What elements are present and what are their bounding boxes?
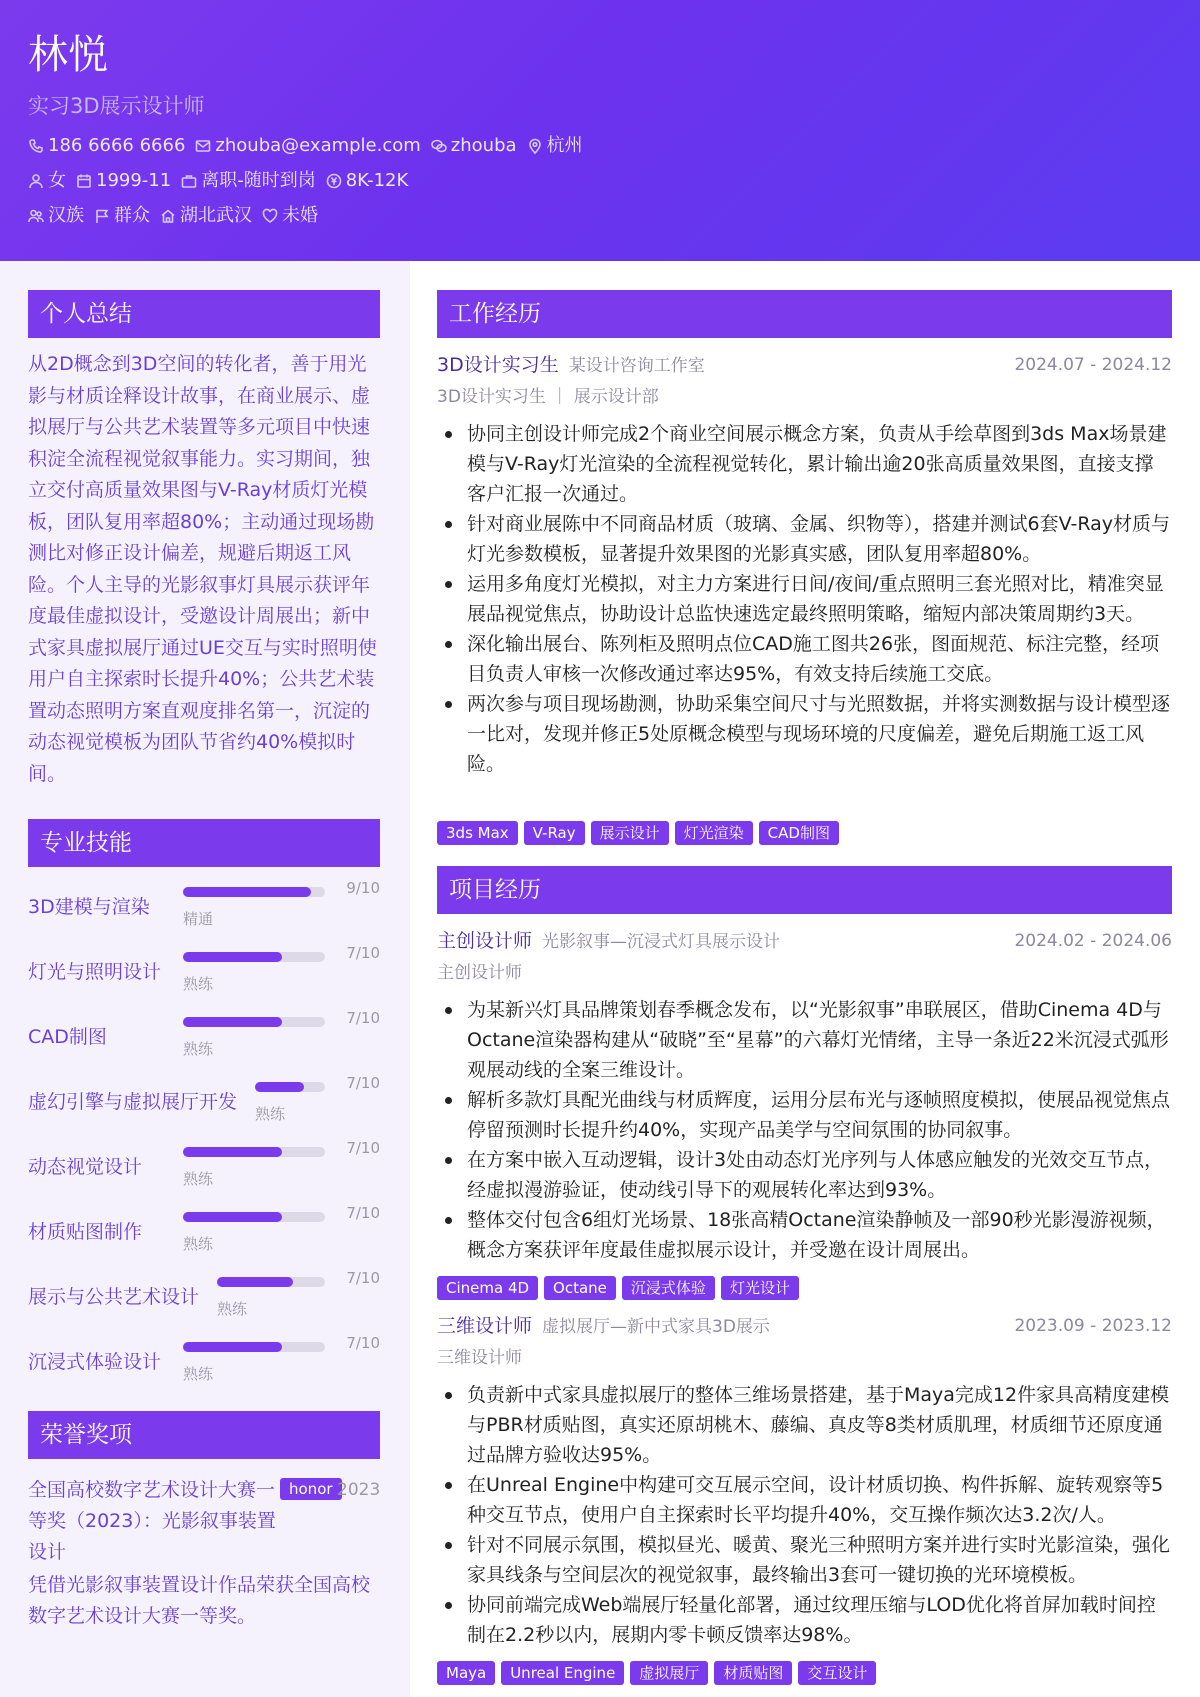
- skill-name: 沉浸式体验设计: [28, 1351, 162, 1373]
- skill-progress-fill: [217, 1277, 293, 1287]
- email-item: [195, 134, 420, 158]
- project-role-text: 主创设计师: [437, 930, 533, 952]
- location-icon: [527, 138, 543, 154]
- project-tags: [437, 1661, 876, 1685]
- project-entry-header: [437, 927, 1172, 955]
- personal-row: [28, 169, 408, 193]
- list-item: 负责新中式家具虚拟展厅的整体三维场景搭建，基于Maya完成12件家具高精度建模与PBR材质贴图，真实还原胡桃木、藤编、真皮等8类材质肌理，材质细节还原度通过品牌方验收达95%。: [437, 1380, 1172, 1470]
- resume-header: [0, 0, 1200, 261]
- work-entry-subtitle: 3D设计实习生 ｜ 展示设计部: [437, 387, 659, 407]
- skill-progress-bar: [183, 1342, 325, 1352]
- skill-score: 7/10: [346, 1269, 380, 1287]
- skill-score: 9/10: [346, 879, 380, 897]
- list-item: 针对不同展示氛围，模拟昼光、暖黄、聚光三种照明方案并进行实时光影渲染，强化家具线条与空间层次的视觉叙事，最终输出3套可一键切换的光环境模板。: [437, 1530, 1172, 1590]
- marital-item: [262, 204, 318, 228]
- skill-level: 精通: [183, 910, 214, 928]
- skill-progress-bar: [183, 952, 325, 962]
- gender-item: [28, 169, 66, 193]
- work-title: 工作经历: [437, 290, 1172, 338]
- skill-score: 7/10: [346, 1009, 380, 1027]
- status-text: 离职-随时到岗: [201, 170, 316, 191]
- project-name-text: 光影叙事—沉浸式灯具展示设计: [542, 932, 781, 952]
- skill-tag: Cinema 4D: [437, 1276, 538, 1300]
- skills-title: 专业技能: [28, 819, 380, 867]
- user-icon: [28, 173, 44, 189]
- list-item: 协同前端完成Web端展厅轻量化部署，通过纹理压缩与LOD优化将首屏加载时间控制在2.2秒以内，展期内零卡顿反馈率达98%。: [437, 1590, 1172, 1650]
- honor-name: 全国高校数字艺术设计大赛一等奖（2023）：光影叙事装置设计: [28, 1479, 276, 1563]
- skill-tag: 材质贴图: [714, 1661, 792, 1685]
- salary-text: 8K-12K: [345, 170, 409, 191]
- list-item: 深化输出展台、陈列柜及照明点位CAD施工图共26张，图面规范、标注完整，经项目负责人审核一次修改通过率达95%，有效支持后续施工交底。: [437, 629, 1172, 689]
- skill-score: 7/10: [346, 1139, 380, 1157]
- skill-progress-fill: [183, 1017, 282, 1027]
- home-icon: [160, 208, 176, 224]
- project-entry-date: 2024.02 - 2024.06: [1014, 931, 1172, 951]
- skill-name: 灯光与照明设计: [28, 961, 162, 983]
- project-entry-header: [437, 1312, 1172, 1340]
- skill-tag: 灯光渲染: [675, 821, 753, 845]
- skill-score: 7/10: [346, 1074, 380, 1092]
- skill-row: [28, 944, 380, 1008]
- hometown-text: 湖北武汉: [180, 205, 252, 226]
- list-item: 运用多角度灯光模拟，对主力方案进行日间/夜间/重点照明三套光照对比，精准突显展品视觉焦点，协助设计总监快速选定最终照明策略，缩短内部决策周期约3天。: [437, 569, 1172, 629]
- skill-row: [28, 1009, 380, 1073]
- skill-name: 3D建模与渲染: [28, 896, 150, 918]
- skill-tag: Octane: [544, 1276, 616, 1300]
- project-entry-role: [437, 927, 780, 956]
- marital-text: 未婚: [282, 205, 318, 226]
- ethnicity-item: [28, 204, 84, 228]
- politics-item: [94, 204, 150, 228]
- mail-icon: [195, 138, 211, 154]
- skill-level: 熟练: [183, 1170, 214, 1188]
- honor-description: 凭借光影叙事装置设计作品荣获全国高校数字艺术设计大赛一等奖。: [28, 1574, 371, 1627]
- list-item: 在方案中嵌入互动逻辑，设计3处由动态灯光序列与人体感应触发的光效交互节点，经虚拟漫游验证，使动线引导下的观展转化率达到93%。: [437, 1145, 1172, 1205]
- skill-tag: 展示设计: [591, 821, 669, 845]
- project-entry-date: 2023.09 - 2023.12: [1014, 1316, 1172, 1336]
- skill-score: 7/10: [346, 1204, 380, 1222]
- skill-score: 7/10: [346, 944, 380, 962]
- skill-tag: 交互设计: [798, 1661, 876, 1685]
- skill-score: 7/10: [346, 1334, 380, 1352]
- work-entry-date: 2024.07 - 2024.12: [1014, 355, 1172, 375]
- work-entry-role: [437, 351, 705, 380]
- project-entry-subtitle: 三维设计师: [437, 1348, 522, 1368]
- wechat-text: zhouba: [450, 135, 517, 156]
- skill-tag: Maya: [437, 1661, 495, 1685]
- project-role-text: 三维设计师: [437, 1315, 533, 1337]
- skill-tag: Unreal Engine: [501, 1661, 624, 1685]
- projects-title: 项目经历: [437, 866, 1172, 914]
- project-entry-role: [437, 1312, 770, 1341]
- list-item: 为某新兴灯具品牌策划春季概念发布，以“光影叙事”串联展区，借助Cinema 4D与Octane渲染器构建从“破晓”至“星幕”的六幕灯光情绪，主导一条近22米沉浸式弧形观展动线的全案三维设计。: [437, 995, 1172, 1085]
- salary-item: [326, 169, 409, 193]
- job-title: 实习3D展示设计师: [28, 94, 205, 118]
- skill-name: CAD制图: [28, 1026, 107, 1048]
- skill-progress-bar: [183, 1017, 325, 1027]
- skill-level: 熟练: [183, 1040, 214, 1058]
- skill-progress-fill: [255, 1082, 304, 1092]
- ethnicity-text: 汉族: [48, 205, 84, 226]
- skill-name: 展示与公共艺术设计: [28, 1286, 200, 1308]
- skill-row: [28, 1204, 380, 1268]
- wechat-icon: [431, 138, 447, 154]
- skill-progress-bar: [183, 887, 325, 897]
- skill-name: 动态视觉设计: [28, 1156, 143, 1178]
- work-bullets: [437, 419, 1172, 779]
- background-row: [28, 204, 318, 228]
- honors-title: 荣誉奖项: [28, 1411, 380, 1459]
- skill-row: [28, 1269, 380, 1333]
- list-item: 在Unreal Engine中构建可交互展示空间，设计材质切换、构件拆解、旋转观察等5种交互节点，使用户自主探索时长平均提升40%，交互操作频次达3.2次/人。: [437, 1470, 1172, 1530]
- candidate-name: 林悦: [28, 32, 108, 78]
- skill-progress-fill: [183, 1342, 282, 1352]
- skill-level: 熟练: [183, 975, 214, 993]
- summary-text: 从2D概念到3D空间的转化者，善于用光影与材质诠释设计故事，在商业展示、虚拟展厅与公共艺术装置等多元项目中快速积淀全流程视觉叙事能力。实习期间，独立交付高质量效果图与V-Ray材质灯光模板，团队复用率超80%；主动通过现场勘测比对修正设计偏差，规避后期返工风险。个人主导的光影叙事灯具展示获评年度最佳虚拟设计，受邀设计周展出；新中式家具虚拟展厅通过UE交互与实时照明使用户自主探索时长提升40%；公共艺术装置动态照明方案直观度排名第一，沉淀的动态视觉模板为团队节省约40%模拟时间。: [28, 353, 377, 785]
- gender-text: 女: [48, 170, 66, 191]
- work-org-text: 某设计咨询工作室: [568, 356, 705, 376]
- list-item: 两次参与项目现场勘测，协助采集空间尺寸与光照数据，并将实测数据与设计模型逐一比对，发现并修正5处原概念模型与现场环境的尺度偏差，避免后期施工返工风险。: [437, 689, 1172, 779]
- politics-text: 群众: [114, 205, 150, 226]
- list-item: 针对商业展陈中不同商品材质（玻璃、金属、织物等），搭建并测试6套V-Ray材质与灯光参数模板，显著提升效果图的光影真实感，团队复用率超80%。: [437, 509, 1172, 569]
- phone-item: [28, 134, 185, 158]
- calendar-icon: [76, 173, 92, 189]
- project-bullets: [437, 995, 1172, 1265]
- skill-tag: 沉浸式体验: [622, 1276, 715, 1300]
- skill-row: [28, 1074, 380, 1138]
- skill-tag: 灯光设计: [721, 1276, 799, 1300]
- list-item: 解析多款灯具配光曲线与材质辉度，运用分层布光与逐帧照度模拟，使展品视觉焦点停留预测时长提升约40%，实现产品美学与空间氛围的协同叙事。: [437, 1085, 1172, 1145]
- honor-year: 2023: [337, 1480, 381, 1500]
- briefcase-icon: [181, 173, 197, 189]
- skill-tag: V-Ray: [524, 821, 585, 845]
- skill-tag: CAD制图: [759, 821, 839, 845]
- status-item: [181, 169, 316, 193]
- phone-icon: [28, 138, 44, 154]
- skill-level: 熟练: [183, 1235, 214, 1253]
- skill-level: 熟练: [217, 1300, 248, 1318]
- honor-badge: honor: [280, 1478, 342, 1500]
- skill-progress-fill: [183, 1212, 282, 1222]
- work-role-text: 3D设计实习生: [437, 354, 559, 376]
- contact-row: [28, 134, 583, 158]
- email-text: zhouba@example.com: [215, 135, 421, 156]
- skill-progress-bar: [217, 1277, 325, 1287]
- people-icon: [28, 208, 44, 224]
- wechat-item: [431, 134, 517, 158]
- birth-item: [76, 169, 171, 193]
- summary-title: 个人总结: [28, 290, 380, 338]
- skill-tag: 3ds Max: [437, 821, 518, 845]
- work-tags: [437, 821, 839, 845]
- work-entry-header: [437, 351, 1172, 379]
- project-bullets: [437, 1380, 1172, 1650]
- birth-text: 1999-11: [96, 170, 172, 191]
- skill-tag: 虚拟展厅: [630, 1661, 708, 1685]
- project-name-text: 虚拟展厅—新中式家具3D展示: [542, 1317, 770, 1337]
- location-text: 杭州: [546, 135, 583, 156]
- skill-row: [28, 879, 380, 943]
- list-item: 协同主创设计师完成2个商业空间展示概念方案，负责从手绘草图到3ds Max场景建模与V-Ray灯光渲染的全流程视觉转化，累计输出逾20张高质量效果图，直接支撑客户汇报一次通过。: [437, 419, 1172, 509]
- phone-text: 186 6666 6666: [48, 135, 186, 156]
- flag-icon: [94, 208, 110, 224]
- skill-progress-fill: [183, 1147, 282, 1157]
- project-entry-subtitle: 主创设计师: [437, 963, 522, 983]
- skill-row: [28, 1139, 380, 1203]
- skill-progress-bar: [183, 1212, 325, 1222]
- skill-progress-fill: [183, 952, 282, 962]
- salary-icon: [326, 173, 342, 189]
- skill-row: [28, 1334, 380, 1398]
- skill-level: 熟练: [255, 1105, 286, 1123]
- list-item: 整体交付包含6组灯光场景、18张高精Octane渲染静帧及一部90秒光影漫游视频，概念方案获评年度最佳虚拟展示设计，并受邀在设计周展出。: [437, 1205, 1172, 1265]
- hometown-item: [160, 204, 252, 228]
- skill-level: 熟练: [183, 1365, 214, 1383]
- skill-progress-bar: [255, 1082, 325, 1092]
- skill-progress-fill: [183, 887, 311, 897]
- project-tags: [437, 1276, 799, 1300]
- location-item: [527, 134, 583, 158]
- skill-name: 虚幻引擎与虚拟展厅开发: [28, 1091, 238, 1113]
- heart-icon: [262, 208, 278, 224]
- skill-progress-bar: [183, 1147, 325, 1157]
- skill-name: 材质贴图制作: [28, 1221, 143, 1243]
